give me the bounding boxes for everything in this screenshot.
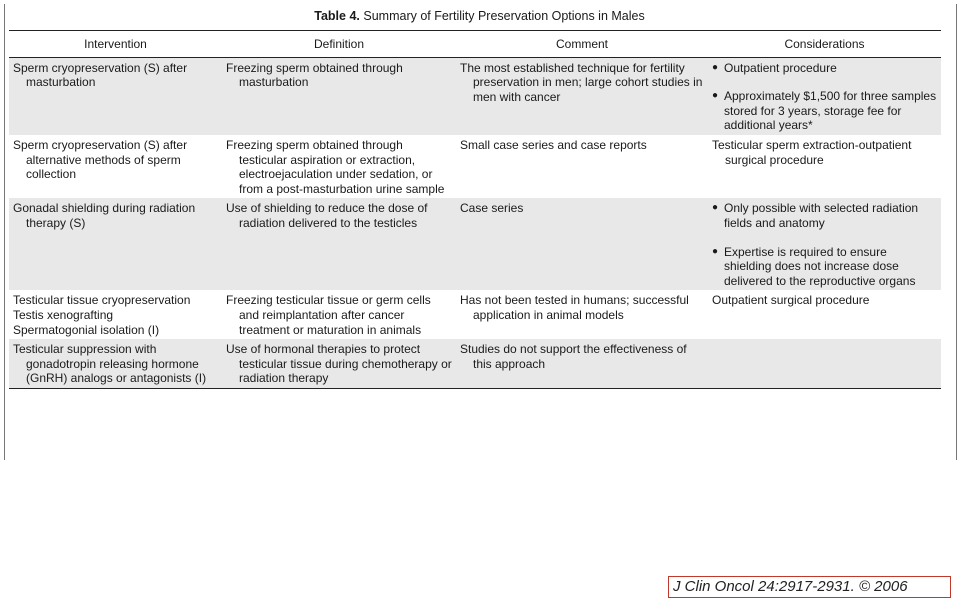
- cell-intervention: [9, 290, 222, 339]
- intervention-line: Sperm cryopreservation (S) after masturbation: [13, 60, 188, 90]
- consideration-text: Outpatient surgical procedure: [712, 293, 870, 308]
- comment-text: Studies do not support the effectiveness of this approach: [460, 342, 687, 371]
- header-considerations: Considerations: [708, 31, 941, 58]
- consideration-text: Outpatient procedure: [724, 60, 837, 75]
- intervention-line: Sperm cryopreservation (S) after alternative methods of sperm collection: [13, 137, 188, 182]
- consideration-text: Only possible with selected radiation fields and anatomy: [724, 201, 919, 230]
- header-comment: Comment: [456, 31, 708, 58]
- table-caption: Summary of Fertility Preservation Options in Males: [363, 9, 645, 23]
- header-row: [9, 31, 941, 58]
- intervention-line: Testicular suppression with gonadotropin releasing hormone (GnRH) analogs or antagonists (I): [13, 342, 207, 386]
- comment-text: Case series: [460, 201, 524, 216]
- comment-text: Has not been tested in humans; successful application in animal models: [460, 293, 689, 322]
- consideration-text: Expertise is required to ensure shielding does not increase dose delivered to the reproductive organs: [724, 244, 916, 288]
- intervention-line: Testicular tissue cryopreservation: [13, 293, 191, 308]
- bullet-icon: ●: [712, 61, 719, 73]
- cell-intervention: [9, 57, 222, 135]
- cell-considerations: [708, 290, 941, 339]
- consideration-bullet: [712, 89, 937, 133]
- cell-considerations: [708, 57, 941, 135]
- table-row: [9, 57, 941, 135]
- definition-text: Use of hormonal therapies to protect testicular tissue during chemotherapy or radiation therapy: [226, 342, 452, 386]
- definition-text: Freezing testicular tissue or germ cells and reimplantation after cancer treatment or maturation in animals: [226, 293, 431, 337]
- intervention-line: Gonadal shielding during radiation therapy (S): [13, 201, 196, 230]
- cell-intervention: [9, 339, 222, 388]
- table-row: [9, 198, 941, 290]
- bullet-icon: ●: [712, 202, 719, 214]
- fertility-options-table: [9, 30, 941, 389]
- bullet-icon: ●: [712, 245, 719, 257]
- intervention-line: Spermatogonial isolation (I): [13, 322, 160, 337]
- cell-definition: [222, 339, 456, 388]
- bullet-icon: ●: [712, 90, 719, 102]
- cell-intervention: [9, 135, 222, 198]
- cell-definition: [222, 290, 456, 339]
- cell-definition: [222, 135, 456, 198]
- cell-intervention: [9, 198, 222, 290]
- consideration-bullet: [712, 61, 937, 76]
- table-title: [0, 9, 959, 24]
- citation: J Clin Oncol 24:2917-2931. © 2006: [668, 576, 951, 598]
- cell-comment: [456, 198, 708, 290]
- cell-definition: [222, 57, 456, 135]
- cell-considerations: [708, 339, 941, 388]
- cell-definition: [222, 198, 456, 290]
- cell-considerations: [708, 135, 941, 198]
- cell-comment: [456, 57, 708, 135]
- cell-comment: [456, 135, 708, 198]
- consideration-bullet: [712, 245, 937, 289]
- consideration-text: Testicular sperm extraction-outpatient surgical procedure: [712, 137, 912, 167]
- definition-text: Use of shielding to reduce the dose of radiation delivered to the testicles: [226, 201, 428, 230]
- cell-considerations: [708, 198, 941, 290]
- comment-text: Small case series and case reports: [460, 137, 647, 152]
- comment-text: The most established technique for fertility preservation in men; large cohort studies in men with cancer: [460, 60, 703, 104]
- cell-comment: [456, 290, 708, 339]
- consideration-text: Approximately $1,500 for three samples stored for 3 years, storage fee for additional years*: [724, 89, 937, 133]
- cell-comment: [456, 339, 708, 388]
- header-definition: Definition: [222, 31, 456, 58]
- consideration-bullet: [712, 201, 937, 230]
- definition-text: Freezing sperm obtained through testicular aspiration or extraction, electroejaculation under sedation, or from a post-masturbation urine sample: [226, 137, 445, 196]
- table-row: [9, 290, 941, 339]
- table-row: [9, 339, 941, 388]
- header-intervention: Intervention: [9, 31, 222, 58]
- definition-text: Freezing sperm obtained through masturbation: [226, 60, 403, 90]
- intervention-line: Testis xenografting: [13, 307, 114, 322]
- table-number: Table 4.: [314, 9, 360, 23]
- table-row: [9, 135, 941, 198]
